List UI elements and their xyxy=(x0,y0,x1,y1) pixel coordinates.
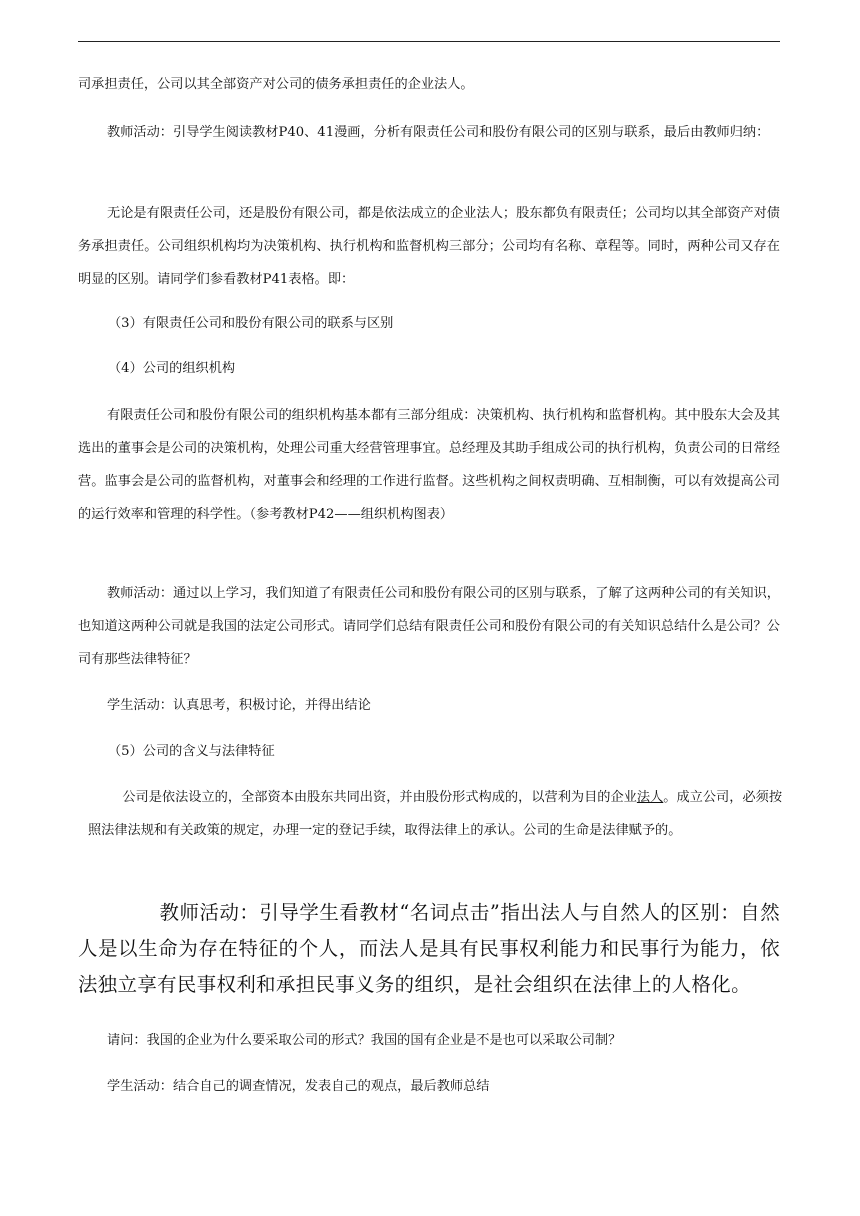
paragraph-teacher-activity-3: 教师活动：引导学生看教材“名词点击”指出法人与自然人的区别：自然人是以生命为存在特征的个人，而法人是具有民事权利能力和民事行为能力，依法独立享有民事权利和承担民事义务的组织，是社会组织在法律上的人格化。 xyxy=(78,901,780,996)
definition-text-after: 。成立公司，必须按照法律法规和有关政策的规定，办理一定的登记手续，取得法律上的承认。公司的生命是法律赋予的。 xyxy=(88,790,783,838)
section-heading-3: （3）有限责任公司和股份有限公司的联系与区别 xyxy=(108,316,394,331)
section-heading-5: （5）公司的含义与法律特征 xyxy=(108,744,275,759)
paragraph-question: 请问：我国的企业为什么要采取公司的形式？我国的国有企业是不是也可以采取公司制？ xyxy=(107,1033,622,1048)
paragraph-continuation: 司承担责任，公司以其全部资产对公司的债务承担责任的企业法人。 xyxy=(78,77,474,92)
paragraph-teacher-activity-1: 教师活动：引导学生阅读教材P40、41漫画，分析有限责任公司和股份有限公司的区别与联系，最后由教师归纳： xyxy=(107,125,770,140)
legal-person-link[interactable]: 法人 xyxy=(636,790,664,805)
paragraph-student-activity-1: 学生活动：认真思考，积极讨论，并得出结论 xyxy=(107,698,371,713)
paragraph-organization: 有限责任公司和股份有限公司的组织机构基本都有三部分组成：决策机构、执行机构和监督机构。其中股东大会及其选出的董事会是公司的决策机构，处理公司重大经营管理事宜。总经理及其助手组成公司的执行机构，负责公司的日常经营。监事会是公司的监督机构，对董事会和经理的工作进行监督。这些机构之间权责明确、互相制衡，可以有效提高公司的运行效率和管理的科学性。（参考教材P42——组织机构图表） xyxy=(78,408,780,522)
paragraph-teacher-activity-2: 教师活动：通过以上学习，我们知道了有限责任公司和股份有限公司的区别与联系，了解了这两种公司的有关知识，也知道这两种公司就是我国的法定公司形式。请同学们总结有限责任公司和股份有限公司的有关知识总结什么是公司？公司有那些法律特征？ xyxy=(78,586,780,667)
paragraph-company-definition xyxy=(88,781,782,847)
paragraph-student-activity-2: 学生活动：结合自己的调查情况，发表自己的观点，最后教师总结 xyxy=(107,1079,490,1094)
header-rule xyxy=(78,41,780,42)
definition-text-before: 公司是依法设立的，全部资本由股东共同出资，并由股份形式构成的，以营利为目的企业 xyxy=(122,790,637,805)
section-heading-4: （4）公司的组织机构 xyxy=(108,361,236,376)
paragraph-summary: 无论是有限责任公司，还是股份有限公司，都是依法成立的企业法人；股东都负有限责任；公司均以其全部资产对债务承担责任。公司组织机构均为决策机构、执行机构和监督机构三部分；公司均有名称、章程等。同时，两种公司又存在明显的区别。请同学们参看教材P41表格。即： xyxy=(78,206,780,287)
